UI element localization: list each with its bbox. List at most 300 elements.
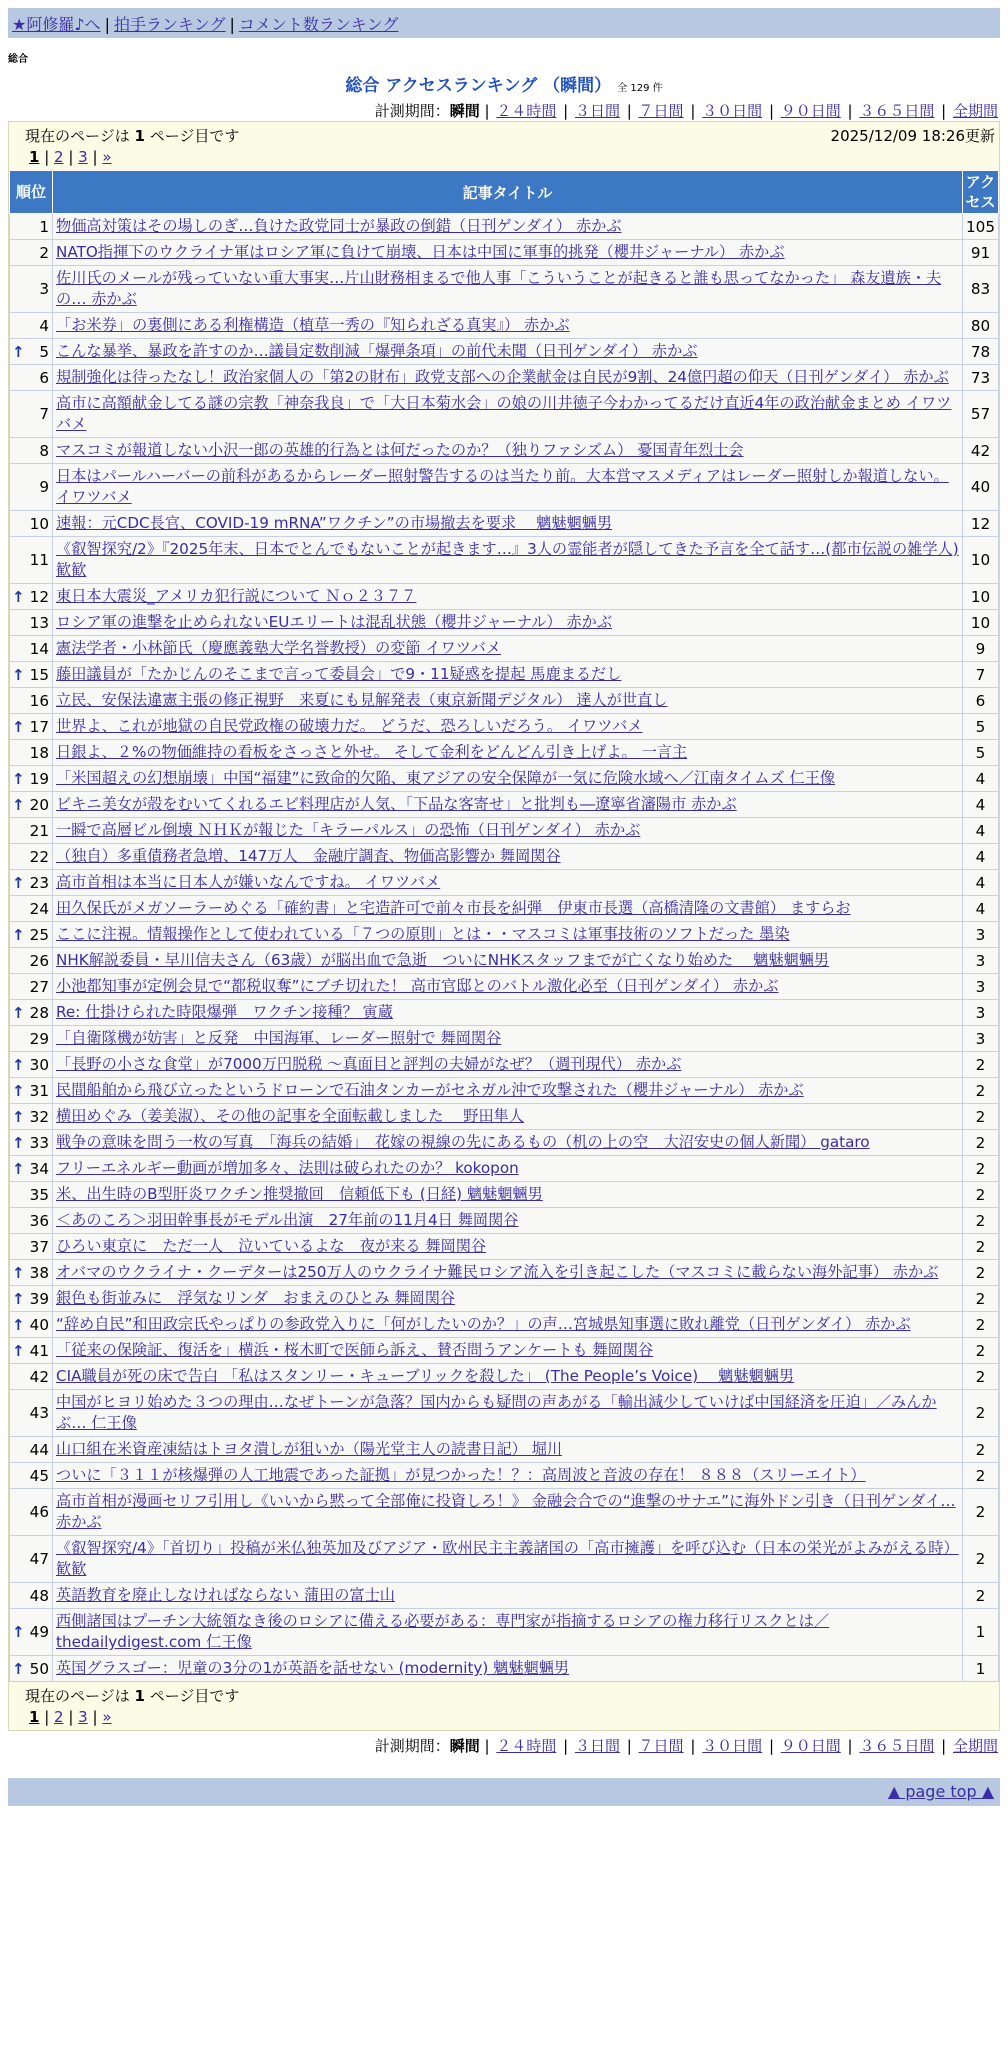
table-row [10,1208,999,1234]
table-row [10,240,999,266]
article-link[interactable]: 「自衛隊機が妨害」と反発 中国海軍、レーダー照射で 舞岡関谷 [56,1029,502,1047]
access-count: 2 [963,1182,999,1208]
table-row [10,464,999,511]
table-row [10,1182,999,1208]
rank-cell [10,313,53,339]
period-link[interactable]: ２４時間 [496,1737,557,1755]
period-link[interactable]: 全期間 [952,102,998,120]
title-cell [53,922,963,948]
title-cell [53,391,963,438]
article-link[interactable]: 横田めぐみ（姜美淑）、その他の記事を全面転載しました 野田隼人 [56,1107,525,1125]
rank-cell [10,1583,53,1609]
title-cell [53,1390,963,1437]
ranking-panel [8,121,1000,1731]
rank-number: 42 [29,1367,49,1386]
nav-separator: | [104,15,110,34]
period-link[interactable]: ３日間 [574,102,620,120]
access-count: 2 [963,1260,999,1286]
article-link[interactable]: 藤田議員が「たかじんのそこまで言って委員会」で9・11疑惑を提起 馬鹿まるだし [56,665,622,683]
article-link[interactable]: 中国がヒヨリ始めた３つの理由…なぜトーンが急落？国内からも疑問の声あがる「輸出減少していけば中国経済を圧迫」／みんかぶ… 仁王像 [56,1393,937,1432]
article-link[interactable]: 憲法学者・小林節氏（慶應義塾大学名誉教授）の変節 イワツバメ [56,639,501,657]
title-cell [53,1312,963,1338]
article-link[interactable]: 「従来の保険証、復活を」横浜・桜木町で医師ら訴え、賛否問うアンケートも 舞岡関谷 [56,1341,654,1359]
rank-cell [10,1234,53,1260]
access-count: 2 [963,1208,999,1234]
rank-header: 順位 [10,171,53,214]
period-link[interactable]: ７日間 [638,102,684,120]
rank-cell [10,1130,53,1156]
access-count: 12 [963,511,999,537]
article-link[interactable]: マスコミが報道しない小沢一郎の英雄的行為とは何だったのか？（独りファシズム） 憂国青年烈士会 [56,441,744,459]
rank-up-arrow-icon: ↑ [12,925,25,944]
title-cell [53,1260,963,1286]
access-count: 1 [963,1609,999,1656]
period-link[interactable]: ３０日間 [702,102,763,120]
table-row [10,870,999,896]
title-cell [53,1026,963,1052]
title-cell [53,974,963,1000]
article-link[interactable]: Re: 仕掛けられた時限爆弾 ワクチン接種？ 寅蔵 [56,1003,393,1021]
title-cell [53,844,963,870]
title-cell [53,818,963,844]
title-cell [53,1583,963,1609]
rank-cell [10,896,53,922]
article-link[interactable]: 英国グラスゴー：児童の3分の1が英語を話せない (modernity) 魑魅魍魎男 [56,1659,570,1677]
rank-cell [10,1338,53,1364]
table-row [10,636,999,662]
article-link[interactable]: 「米国超えの幻想崩壊」中国“福建”に致命的欠陥、東アジアの安全保障が一気に危険水域へ／江南タイムズ 仁王像 [56,769,836,787]
rank-up-arrow-icon: ↑ [12,587,25,606]
table-row [10,896,999,922]
article-link[interactable]: 高市首相は本当に日本人が嫌いなんですね。 イワツバメ [56,873,441,891]
rank-number: 20 [29,795,49,814]
title-cell [53,1656,963,1682]
access-count: 2 [963,1156,999,1182]
rank-number: 6 [39,368,49,387]
rank-number: 22 [29,847,49,866]
rank-number: 26 [29,951,49,970]
access-count: 1 [963,1656,999,1682]
title-cell [53,688,963,714]
title-cell [53,438,963,464]
access-count: 2 [963,1437,999,1463]
article-link[interactable]: 山口組在米資産凍結はトヨタ潰しが狙いか（陽光堂主人の読書日記） 堀川 [56,1440,563,1458]
table-row [10,1536,999,1583]
table-row [10,1489,999,1536]
title-cell [53,1338,963,1364]
rank-number: 38 [29,1263,49,1282]
access-count: 83 [963,266,999,313]
rank-number: 21 [29,821,49,840]
table-row [10,922,999,948]
page-number: 1 [134,127,145,145]
title-cell [53,1489,963,1536]
article-link[interactable]: 規制強化は待ったなし！政治家個人の「第2の財布」政党支部への企業献金は自民が9割、24億円超の仰天（日刊ゲンダイ） 赤かぶ [56,368,949,386]
table-row [10,365,999,391]
table-row [10,1656,999,1682]
table-row [10,438,999,464]
rank-number: 24 [29,899,49,918]
clap-ranking-link[interactable]: 拍手ランキング [113,15,226,34]
table-row [10,313,999,339]
rank-cell [10,766,53,792]
access-count: 2 [963,1536,999,1583]
title-cell [53,1364,963,1390]
article-link[interactable]: 「お米券」の裏側にある利権構造（植草一秀の『知られざる真実』） 赤かぶ [56,316,570,334]
rank-cell [10,1437,53,1463]
rank-up-arrow-icon: ↑ [12,1315,25,1334]
rank-cell [10,464,53,511]
rank-number: 35 [29,1185,49,1204]
access-count: 2 [963,1583,999,1609]
title-cell [53,766,963,792]
table-row [10,688,999,714]
title-cell [53,1234,963,1260]
title-header: 記事タイトル [53,171,963,214]
period-link[interactable]: ９０日間 [780,1737,841,1755]
access-count: 80 [963,313,999,339]
access-count: 3 [963,922,999,948]
rank-number: 43 [29,1404,49,1422]
rank-number: 27 [29,977,49,996]
pager-bottom: 1 | 2 | 3 | » [29,1708,112,1726]
rank-number: 5 [39,342,49,361]
title-cell [53,610,963,636]
access-count: 2 [963,1489,999,1536]
table-row [10,1000,999,1026]
rank-cell [10,339,53,365]
article-link[interactable]: 田久保氏がメガソーラーめぐる「確約書」と宅造許可で前々市長を糾弾 伊東市長選（高橋清隆の文書館） ますらお [56,899,851,917]
rank-cell [10,1609,53,1656]
article-link[interactable]: オバマのウクライナ・クーデターは250万人のウクライナ難民ロシア流入を引き起こした（マスコミに載らない海外記事） 赤かぶ [56,1263,939,1281]
rank-number: 50 [29,1659,49,1678]
rank-number: 39 [29,1289,49,1308]
rank-up-arrow-icon: ↑ [12,873,25,892]
rank-cell [10,974,53,1000]
article-link[interactable]: （独自）多重債務者急増、147万人 金融庁調査、物価高影響か 舞岡関谷 [56,847,561,865]
rank-number: 37 [29,1237,49,1256]
rank-number: 34 [29,1159,49,1178]
rank-up-arrow-icon: ↑ [12,1003,25,1022]
rank-cell [10,1260,53,1286]
access-count: 3 [963,948,999,974]
rank-number: 2 [39,243,49,262]
pager-link[interactable]: 2 [54,148,64,166]
article-link[interactable]: 世界よ、これが地獄の自民党政権の破壊力だ。 どうだ、恐ろしいだろう。 イワツバメ [56,717,643,735]
table-row [10,1078,999,1104]
access-count: 3 [963,1000,999,1026]
table-row [10,1234,999,1260]
table-row [10,1104,999,1130]
rank-up-arrow-icon: ↑ [12,1159,25,1178]
period-link[interactable]: ９０日間 [780,102,841,120]
title-cell [53,313,963,339]
table-row [10,1338,999,1364]
rank-number: 4 [39,316,49,335]
ranking-title-line [0,71,1008,96]
article-link[interactable]: 高市首相が漫画セリフ引用し《いいから黙って全部俺に投資しろ！》 金融会合での“進撃のサナエ”に海外ドン引き（日刊ゲンダイ… 赤かぶ [56,1492,956,1531]
rank-cell [10,266,53,313]
page-info: 現在のページは 1 ページ目です [25,127,240,145]
article-link[interactable]: NATO指揮下のウクライナ軍はロシア軍に負けて崩壊、日本は中国に軍事的挑発（櫻井ジャーナル） 赤かぶ [56,243,785,261]
rank-number: 41 [29,1341,49,1360]
title-cell [53,1156,963,1182]
rank-number: 14 [29,639,49,658]
rank-number: 31 [29,1081,49,1100]
table-row [10,584,999,610]
access-count: 2 [963,1234,999,1260]
rank-number: 13 [29,613,49,632]
access-count: 40 [963,464,999,511]
access-count: 10 [963,537,999,584]
title-cell [53,1104,963,1130]
rank-cell [10,438,53,464]
access-count: 3 [963,974,999,1000]
article-link[interactable]: 佐川氏のメールが残っていない重大事実…片山財務相まるで他人事「こういうことが起きると誰も思ってなかった」 森友遺族・夫の… 赤かぶ [56,269,942,308]
rank-number: 44 [29,1440,49,1459]
table-header-row [10,171,999,214]
rank-up-arrow-icon: ↑ [12,1107,25,1126]
title-cell [53,1437,963,1463]
rank-cell [10,1489,53,1536]
article-link[interactable]: ロシア軍の進撃を止められないEUエリートは混乱状態（櫻井ジャーナル） 赤かぶ [56,613,613,631]
page-top-link[interactable]: ▲ page top ▲ [887,1782,994,1801]
rank-number: 11 [29,551,49,569]
top-nav [8,8,1000,38]
home-link[interactable]: ★阿修羅♪へ [12,15,101,34]
rank-number: 10 [29,514,49,533]
rank-number: 32 [29,1107,49,1126]
title-cell [53,1000,963,1026]
rank-up-arrow-icon: ↑ [12,769,25,788]
rank-cell [10,870,53,896]
title-cell [53,511,963,537]
rank-up-arrow-icon: ↑ [12,717,25,736]
article-link[interactable]: 一瞬で高層ビル倒壊 ＮＨＫが報じた「キラーパルス」の恐怖（日刊ゲンダイ） 赤かぶ [56,821,641,839]
article-link[interactable]: 日銀よ、２%の物価維持の看板をさっさと外せ。 そして金利をどんどん引き上げよ。 一言主 [56,743,688,761]
updated-timestamp: 2025/12/09 18:26更新 [830,127,995,145]
title-cell [53,1463,963,1489]
table-row [10,766,999,792]
title-cell [53,464,963,511]
access-count: 105 [963,214,999,240]
period-link[interactable]: ３６５日間 [859,1737,935,1755]
rank-cell [10,240,53,266]
article-link[interactable]: ひろい東京に ただ一人 泣いているよな 夜が来る 舞岡関谷 [56,1237,487,1255]
access-count: 3 [963,1026,999,1052]
pager-next-link[interactable]: » [102,1708,112,1726]
rank-cell [10,610,53,636]
rank-cell [10,391,53,438]
access-count: 4 [963,818,999,844]
rank-cell [10,688,53,714]
article-link[interactable]: 高市に高額献金してる謎の宗教「神奈我良」で「大日本菊水会」の娘の川井徳子今わかってるだけ直近4年の政治献金まとめ イワツバメ [56,394,952,433]
rank-number: 28 [29,1003,49,1022]
rank-up-arrow-icon: ↑ [12,1133,25,1152]
access-count: 73 [963,365,999,391]
period-link[interactable]: ３０日間 [702,1737,763,1755]
period-link[interactable]: ２４時間 [496,102,557,120]
title-cell [53,1078,963,1104]
period-link[interactable]: 全期間 [952,1737,998,1755]
period-link[interactable]: ７日間 [638,1737,684,1755]
article-link[interactable]: 民間船舶から飛び立ったというドローンで石油タンカーがセネガル沖で攻撃された（櫻井ジャーナル） 赤かぶ [56,1081,804,1099]
total-count: 全 129 件 [617,83,663,94]
table-row [10,511,999,537]
rank-cell [10,1364,53,1390]
rank-cell [10,1463,53,1489]
rank-cell [10,844,53,870]
rank-cell [10,948,53,974]
pager-link[interactable]: 2 [54,1708,64,1726]
rank-up-arrow-icon: ↑ [12,1055,25,1074]
access-count: 42 [963,438,999,464]
access-count: 4 [963,766,999,792]
access-count: 2 [963,1390,999,1437]
table-row [10,214,999,240]
rank-number: 1 [39,217,49,236]
title-cell [53,792,963,818]
rank-number: 49 [29,1623,49,1641]
comment-ranking-link[interactable]: コメント数ランキング [238,15,399,34]
table-row [10,1026,999,1052]
access-count: 4 [963,896,999,922]
access-count: 4 [963,792,999,818]
period-link[interactable]: ３６５日間 [859,102,935,120]
rank-cell [10,365,53,391]
rank-up-arrow-icon: ↑ [12,1623,25,1641]
rank-number: 7 [39,405,49,423]
pager-next-link[interactable]: » [102,148,112,166]
period-selector-top: 計測期間：瞬間 | ２４時間 | ３日間 | ７日間 | ３０日間 | ９０日間 | ３６５日間 | 全期間 [374,102,998,120]
title-cell [53,896,963,922]
rank-cell [10,818,53,844]
access-count: 6 [963,688,999,714]
period-selector-bottom: 計測期間：瞬間 | ２４時間 | ３日間 | ７日間 | ３０日間 | ９０日間 | ３６５日間 | 全期間 [374,1737,998,1755]
table-row [10,948,999,974]
article-link[interactable]: 《叡智探究/4》「首切り」投稿が米仏独英加及びアジア・欧州民主主義諸国の「高市擁護」を呼び込む（日本の栄光がよみがえる時） 歓歓 [56,1539,959,1578]
rank-number: 36 [29,1211,49,1230]
access-count: 10 [963,584,999,610]
article-link[interactable]: 日本はパールハーバーの前科があるからレーダー照射警告するのは当たり前。大本営マスメディアはレーダー照射しか報道しない。 イワツバメ [56,467,949,506]
article-link[interactable]: 「長野の小さな食堂」が7000万円脱税 〜真面目と評判の夫婦がなぜ？（週刊現代） 赤かぶ [56,1055,682,1073]
title-cell [53,214,963,240]
access-count: 5 [963,714,999,740]
access-count: 57 [963,391,999,438]
ranking-title: 総合 アクセスランキング （瞬間） [345,76,612,96]
rank-number: 16 [29,691,49,710]
article-link[interactable]: NHK解説委員・早川信夫さん（63歳）が脳出血で急逝 ついにNHKスタッフまでが亡くなり始めた 魑魅魍魎男 [56,951,830,969]
access-count: 2 [963,1463,999,1489]
rank-number: 45 [29,1466,49,1485]
title-cell [53,1536,963,1583]
rank-cell [10,1052,53,1078]
pager-link[interactable]: 3 [78,1708,88,1726]
table-row [10,1052,999,1078]
table-row [10,792,999,818]
rank-up-arrow-icon: ↑ [12,1081,25,1100]
title-cell [53,870,963,896]
article-link[interactable]: 米、出生時のB型肝炎ワクチン推奨撤回 信頼低下も (日経) 魑魅魍魎男 [56,1185,543,1203]
rank-number: 8 [39,441,49,460]
table-row [10,662,999,688]
rank-number: 3 [39,280,49,298]
table-row [10,1583,999,1609]
article-link[interactable]: 東日本大震災_アメリカ犯行説について Ｎｏ２３７７ [56,587,417,605]
access-count: 5 [963,740,999,766]
rank-cell [10,1536,53,1583]
rank-number: 46 [29,1503,49,1521]
title-cell [53,740,963,766]
title-cell [53,1286,963,1312]
article-link[interactable]: CIA職員が死の床で告白 「私はスタンリー・キューブリックを殺した」 (The People’s Voice) 魑魅魍魎男 [56,1367,795,1385]
rank-up-arrow-icon: ↑ [12,1289,25,1308]
article-link[interactable]: ついに「３１１が核爆弾の人工地震であった証拠」が見つかった！？：高周波と音波の存在！ ８８８（スリーエイト） [56,1466,866,1484]
access-count: 4 [963,844,999,870]
article-link[interactable]: ＜あのころ＞羽田幹事長がモデル出演 27年前の11月4日 舞岡関谷 [56,1211,519,1229]
rank-cell [10,1156,53,1182]
rank-number: 47 [29,1550,49,1568]
article-link[interactable]: 《叡智探究/2》『2025年末、日本でとんでもないことが起きます…』3人の霊能者が隠してきた予言を全て話す…(都市伝説の雑学人) 歓歓 [56,540,959,579]
article-link[interactable]: フリーエネルギー動画が増加多々、法則は破られたのか？ kokopon [56,1159,519,1177]
rank-cell [10,1312,53,1338]
rank-cell [10,1026,53,1052]
rank-cell [10,1182,53,1208]
article-link[interactable]: ビキニ美女が殻をむいてくれるエビ料理店が人気、「下品な客寄せ」と批判も―遼寧省瀋陽市 赤かぶ [56,795,737,813]
article-link[interactable]: 戦争の意味を問う一枚の写真 「海兵の結婚」 花嫁の視線の先にあるもの（机の上の空 大沼安史の個人新聞） gataro [56,1133,870,1151]
rank-cell [10,1656,53,1682]
title-cell [53,1208,963,1234]
rank-up-arrow-icon: ↑ [12,1341,25,1360]
table-row [10,610,999,636]
article-link[interactable]: 西側諸国はプーチン大統領なき後のロシアに備える必要がある：専門家が指摘するロシアの権力移行リスクとは／thedailydigest.com 仁王像 [56,1612,830,1651]
rank-cell [10,922,53,948]
title-cell [53,240,963,266]
rank-cell [10,1208,53,1234]
rank-cell [10,214,53,240]
rank-number: 33 [29,1133,49,1152]
pager-link[interactable]: 3 [78,148,88,166]
article-link[interactable]: 物価高対策はその場しのぎ…負けた政党同士が暴政の倒錯（日刊ゲンダイ） 赤かぶ [56,217,622,235]
article-link[interactable]: “辞め自民”和田政宗氏やっぱりの参政党入りに「何がしたいのか？」の声…宮城県知事選に敗れ離党（日刊ゲンダイ） 赤かぶ [56,1315,911,1333]
table-row [10,1390,999,1437]
access-count: 2 [963,1312,999,1338]
period-current: 瞬間 [449,1737,480,1755]
title-cell [53,339,963,365]
period-link[interactable]: ３日間 [574,1737,620,1755]
rank-up-arrow-icon: ↑ [12,795,25,814]
article-link[interactable]: こんな暴挙、暴政を許すのか…議員定数削減「爆弾条項」の前代未聞（日刊ゲンダイ） 赤かぶ [56,342,698,360]
article-link[interactable]: 小池都知事が定例会見で“都税収奪”にブチ切れた！ 高市官邸とのバトル激化必至（日刊ゲンダイ） 赤かぶ [56,977,779,995]
article-link[interactable]: 速報：元CDC長官、COVID-19 mRNA”ワクチン”の市場撤去を要求 魑魅魍魎男 [56,514,613,532]
article-link[interactable]: 立民、安保法違憲主張の修正視野 来夏にも見解発表（東京新聞デジタル） 達人が世直し [56,691,668,709]
article-link[interactable]: ここに注視。情報操作として使われている「７つの原則」とは・・マスコミは軍事技術のソフトだった 墨染 [56,925,790,943]
category-label: 総合 [8,54,28,65]
table-row [10,844,999,870]
access-count: 78 [963,339,999,365]
title-cell [53,1052,963,1078]
title-cell [53,1609,963,1656]
rank-up-arrow-icon: ↑ [12,342,25,361]
article-link[interactable]: 英語教育を廃止しなければならない 蒲田の富士山 [56,1586,395,1604]
table-row [10,1463,999,1489]
article-link[interactable]: 銀色も街並みに 浮気なリンダ おまえのひとみ 舞岡関谷 [56,1289,456,1307]
title-cell [53,537,963,584]
rank-cell [10,584,53,610]
table-row [10,1437,999,1463]
table-row [10,974,999,1000]
rank-cell [10,662,53,688]
